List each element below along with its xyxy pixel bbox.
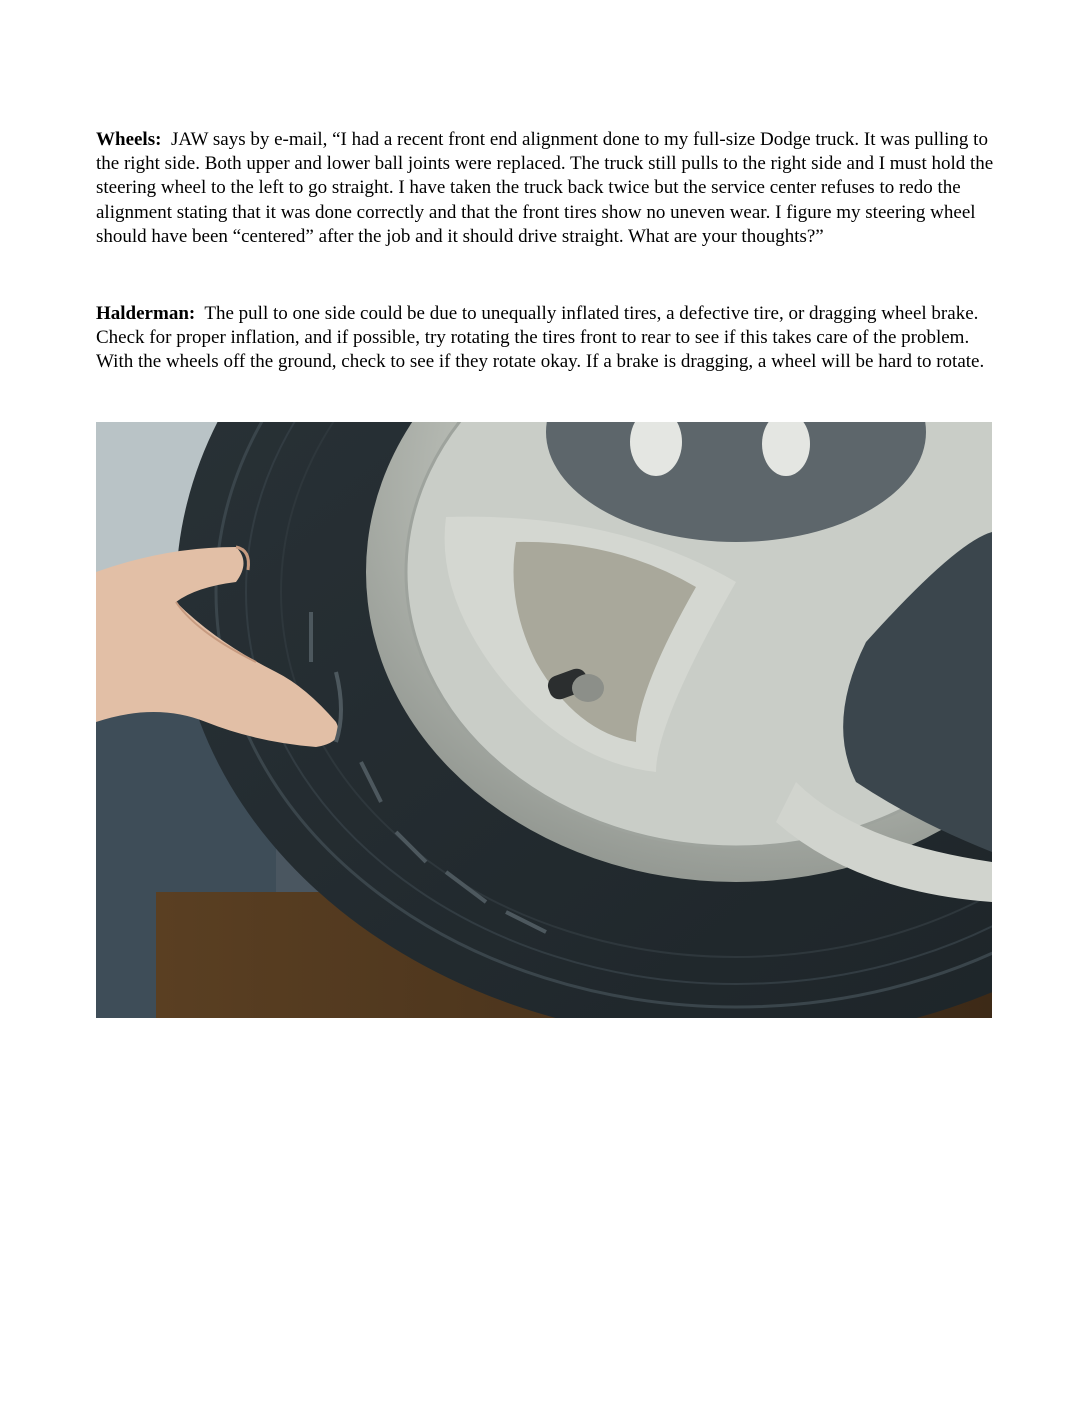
question-label: Wheels: [96,129,162,150]
question-paragraph [96,128,996,249]
answer-label: Halderman: [96,303,196,324]
tire-photo-illustration [96,422,992,1018]
answer-paragraph [96,302,996,375]
answer-text: The pull to one side could be due to unequally inflated tires, a defective tire, or dragging wheel brake. Check for proper inflation, and if possible, try rotating the tires front to rear to see if this takes care of the problem. With the wheels off the ground, check to see if they rotate okay. If a brake is dragging, a wheel will be hard to rotate. [96,303,985,373]
tire-photo [96,422,992,1018]
question-text: JAW says by e-mail, “I had a recent front end alignment done to my full-size Dodge truck. It was pulling to the right side. Both upper and lower ball joints were replaced. The truck still pulls to the right side and I must hold the steering wheel to the left to go straight. I have taken the truck back twice but the service center refuses to redo the alignment stating that it was done correctly and that the front tires show no uneven wear. I figure my steering wheel should have been “centered” after the job and it should drive straight. What are your thoughts?” [96,129,994,247]
